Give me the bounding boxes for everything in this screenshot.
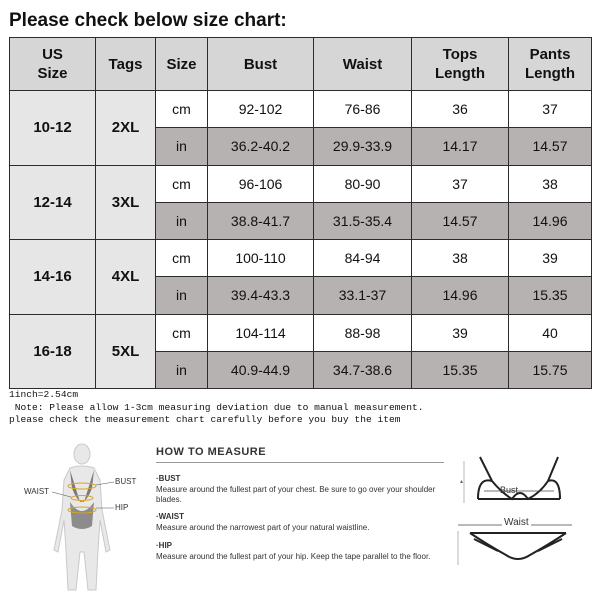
pants-length-cell: 40 [509, 314, 592, 351]
unit-cell: cm [156, 91, 208, 128]
us-size-cell: 14-16 [10, 240, 96, 315]
measurement-notes [9, 389, 424, 427]
body-silhouette-icon [14, 440, 149, 595]
divider [156, 462, 444, 463]
header-tops-length: Tops Length [412, 38, 509, 91]
bust-cell: 92-102 [208, 91, 314, 128]
waist-cell: 88-98 [314, 314, 412, 351]
size-chart-table [9, 37, 592, 389]
tops-length-cell: 14.96 [412, 277, 509, 314]
unit-cell: in [156, 128, 208, 165]
header-bust: Bust [208, 38, 314, 91]
bust-cell: 40.9-44.9 [208, 351, 314, 388]
garment-diagrams [440, 447, 595, 577]
waist-cell: 34.7-38.6 [314, 351, 412, 388]
bust-cell: 104-114 [208, 314, 314, 351]
header-waist: Waist [314, 38, 412, 91]
tops-length-cell: 15.35 [412, 351, 509, 388]
tops-length-cell: 38 [412, 240, 509, 277]
body-measure-figure [14, 440, 149, 595]
header-tags: Tags [96, 38, 156, 91]
waist-instruction-label: ·WAIST [156, 512, 184, 521]
bust-cell: 39.4-43.3 [208, 277, 314, 314]
figure-waist-label: WAIST [24, 487, 50, 496]
tag-cell: 2XL [96, 91, 156, 166]
header-size: Size [156, 38, 208, 91]
garment-waist-label: Waist [504, 517, 529, 528]
waist-cell: 80-90 [314, 165, 412, 202]
waist-cell: 31.5-35.4 [314, 202, 412, 239]
us-size-cell: 10-12 [10, 91, 96, 166]
bust-cell: 36.2-40.2 [208, 128, 314, 165]
table-row [10, 165, 592, 202]
tag-cell: 5XL [96, 314, 156, 389]
bust-cell: 100-110 [208, 240, 314, 277]
figure-hip-label: HIP [115, 503, 129, 512]
figure-bust-label: BUST [115, 477, 137, 486]
note-check-chart: please check the measurement chart carefully before you buy the item [9, 414, 401, 425]
table-row [10, 314, 592, 351]
unit-cell: in [156, 351, 208, 388]
header-us-size: US Size [10, 38, 96, 91]
tops-length-cell: 14.17 [412, 128, 509, 165]
waist-cell: 84-94 [314, 240, 412, 277]
hip-instruction-label: ·HIP [156, 541, 172, 550]
waist-cell: 29.9-33.9 [314, 128, 412, 165]
bust-instruction-text: Measure around the fullest part of your chest. Be sure to go over your shoulder blades. [156, 484, 436, 504]
waist-instruction-text: Measure around the narrowest part of your natural waistline. [156, 522, 370, 532]
hip-instruction [156, 541, 456, 562]
unit-cell: in [156, 202, 208, 239]
waist-cell: 33.1-37 [314, 277, 412, 314]
unit-cell: cm [156, 165, 208, 202]
pants-length-cell: 14.96 [509, 202, 592, 239]
note-conversion: 1inch=2.54cm [9, 389, 79, 400]
bust-instruction [156, 474, 456, 506]
tops-length-cell: 36 [412, 91, 509, 128]
tops-length-cell: 37 [412, 165, 509, 202]
page-title: Please check below size chart: [9, 10, 287, 31]
unit-cell: cm [156, 314, 208, 351]
waist-cell: 76-86 [314, 91, 412, 128]
waist-instruction [156, 512, 456, 533]
tag-cell: 4XL [96, 240, 156, 315]
svg-text:▴: ▴ [460, 479, 464, 485]
table-row [10, 91, 592, 128]
tag-cell: 3XL [96, 165, 156, 240]
unit-cell: cm [156, 240, 208, 277]
pants-length-cell: 38 [509, 165, 592, 202]
pants-length-cell: 15.75 [509, 351, 592, 388]
bust-cell: 38.8-41.7 [208, 202, 314, 239]
bust-instruction-label: ·BUST [156, 474, 181, 483]
pants-length-cell: 15.35 [509, 277, 592, 314]
how-to-measure-title: HOW TO MEASURE [156, 446, 267, 458]
bikini-diagram-icon [440, 447, 595, 577]
tops-length-cell: 14.57 [412, 202, 509, 239]
garment-bust-label: Bust [500, 485, 519, 495]
unit-cell: in [156, 277, 208, 314]
tops-length-cell: 39 [412, 314, 509, 351]
table-header-row [10, 38, 592, 91]
us-size-cell: 16-18 [10, 314, 96, 389]
hip-instruction-text: Measure around the fullest part of your hip. Keep the tape parallel to the floor. [156, 551, 431, 561]
bust-cell: 96-106 [208, 165, 314, 202]
note-deviation: Note: Please allow 1-3cm measuring deviation due to manual measurement. [9, 401, 424, 413]
table-row [10, 240, 592, 277]
us-size-cell: 12-14 [10, 165, 96, 240]
pants-length-cell: 37 [509, 91, 592, 128]
pants-length-cell: 39 [509, 240, 592, 277]
header-pants-length: Pants Length [509, 38, 592, 91]
pants-length-cell: 14.57 [509, 128, 592, 165]
